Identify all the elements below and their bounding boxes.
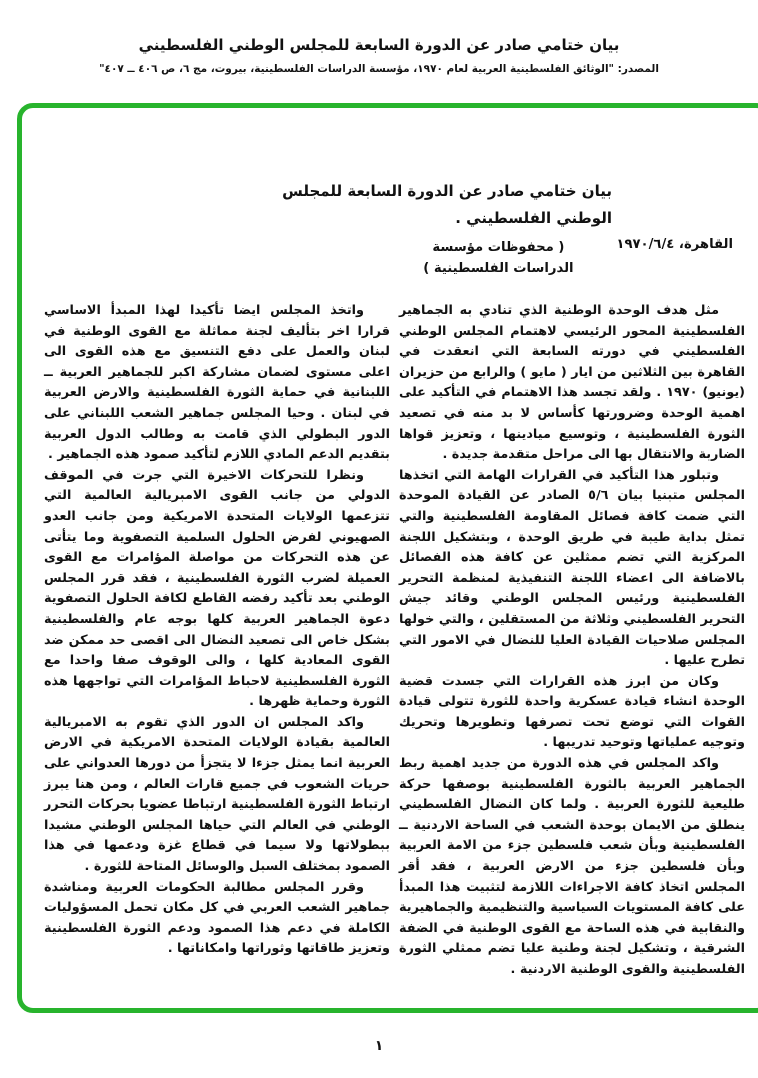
document-heading: بيان ختامي صادر عن الدورة السابعة للمجلس الوطني الفلسطيني . bbox=[282, 182, 612, 227]
body-columns bbox=[44, 301, 745, 981]
paragraph: ونظرا للتحركات الاخيرة التي جرت في الموقف الدولي من جانب القوى الامبريالية العالمية التي تتزعمها الولايات المتحدة الامريكية ومن جانب العدو الصهيوني لفرض الحلول السلمية التصفوية وما يتأتى عن هذه التحركات من مواصلة المؤامرات مع القوى العميلة لضرب الثورة الفلسطينية ، فقد قرر المجلس الوطني بعد تأكيد رفضه القاطع لكافة الحلول التصفوية دعوة الجماهير العربية كلها بوجه عام والفلسطينية بشكل خاص الى تصعيد النضال الى اقصى حد ممكن ضد القوى المعادية كلها ، والى الوقوف صفا واحدا مع الثورة الفلسطينية لاحباط المؤامرات التي تواجهها هذه الثورة وحماية ظهرها . bbox=[44, 467, 390, 710]
column-left bbox=[44, 301, 390, 981]
paragraph: وكان من ابرز هذه القرارات التي جسدت قضية الوحدة انشاء قيادة عسكرية واحدة للثورة تتولى قيادة القوات التي توضع تحت تصرفها وتطويرها وتحريك وتوجيه عملياتها وتوحيد تدريبها . bbox=[399, 673, 745, 751]
document-scan-frame bbox=[17, 103, 758, 1013]
page-title: بيان ختامي صادر عن الدورة السابعة للمجلس الوطني الفلسطيني bbox=[138, 36, 620, 54]
paragraph: واكد المجلس في هذه الدورة من جديد اهمية ربط الجماهير العربية بالثورة الفلسطينية بوصفها حركة طليعية للثورة العربية . ولما كان النضال الفلسطيني ينطلق من الايمان بوحدة الشعب في الساحة الاردنية ــ الفلسطينية وبأن شعب فلسطين جزء من الامة العربية وبأن فلسطين جزء من الارض العربية ، فقد أقر المجلس اتخاذ كافة الاجراءات اللازمة لتثبيت هذا المبدأ على كافة المستويات السياسية والتنظيمية والجماهيرية والنقابية في هذه الساحة مع القوى الوطنية في الضفة الشرقية ، وتشكيل لجنة وطنية عليا تضم ممثلي الثورة الفلسطينية والقوى الوطنية الاردنية . bbox=[399, 756, 745, 977]
page-number: ١ bbox=[374, 1038, 384, 1054]
paragraph: مثل هدف الوحدة الوطنية الذي تنادي به الجماهير الفلسطينية المحور الرئيسي لاهتمام المجلس الوطني الفلسطيني في دورته السابعة التي انعقدت في القاهرة بين الثلاثين من ايار ( مايو ) والرابع من حزيران (يونيو) ١٩٧٠ . ولقد تجسد هذا الاهتمام في التأكيد على اهمية الوحدة وضرورتها كأساس لا بد منه في تصعيد الثورة الفلسطينية ، وتوسيع ميادينها ، وتعزيز قواها الضاربة والانتقال بها الى مراحل متقدمة جديدة . bbox=[399, 303, 745, 463]
archive-note: ( محفوظات مؤسسة الدراسات الفلسطينية ) bbox=[423, 240, 574, 276]
column-right bbox=[399, 301, 745, 981]
paragraph: وتبلور هذا التأكيد في القرارات الهامة التي اتخذها المجلس متبنيا بيان ٥/٦ الصادر عن القيادة الموحدة التي ضمت كافة فصائل المقاومة الفلسطينية والتي تمثل بداية طيبة في طريق الوحدة ، وبتشكيل اللجنة المركزية التي تضم ممثلين عن كافة هذه الفصائل بالاضافة الى اعضاء اللجنة التنفيذية لمنظمة التحرير الفلسطينية ورئيس المجلس الوطني وقائد جيش التحرير الفلسطيني وثلاثة من المستقلين ، والتي خولها المجلس صلاحيات القيادة العليا للنضال في الامور التي تطرح عليها . bbox=[399, 467, 745, 669]
paragraph: واتخذ المجلس ايضا تأكيدا لهذا المبدأ الاساسي قرارا اخر بتأليف لجنة مماثلة مع القوى الوطنية في لبنان والعمل على دفع التنسيق مع هذه القوى الى اعلى مستوى لضمان مشاركة اكبر للجماهير العربية ــ اللبنانية في حماية الثورة الفلسطينية والارض العربية في لبنان . وحيا المجلس جماهير الشعب اللبناني على الدور البطولي الذي قامت به وطالب الدول العربية بتقديم الدعم المادي اللازم لتأكيد صمود هذه الجماهير . bbox=[44, 303, 390, 463]
source-citation: المصدر: "الوثائق الفلسطينية العربية لعام ١٩٧٠، مؤسسة الدراسات الفلسطينية، بيروت، مج ٦، ص ٤٠٦ ــ ٤٠٧" bbox=[99, 63, 659, 75]
paragraph: واكد المجلس ان الدور الذي تقوم به الامبريالية العالمية بقيادة الولايات المتحدة الامريكية في الارض العربية انما يمثل جزءا لا يتجزأ من دورها العدواني على حريات الشعوب في جميع قارات العالم ، ومن هنا يبرز ارتباط الثورة الفلسطينية ارتباطا عضويا بحركات التحرر الوطني في العالم التي حياها المجلس الوطني مشيدا ببطولاتها ولا سيما في قطاع غزة ودعمها في هذا الصمود بمختلف السبل والوسائل المتاحة للثورة . bbox=[44, 714, 390, 875]
paragraph: وقرر المجلس مطالبة الحكومات العربية ومناشدة جماهير الشعب العربي في كل مكان تحمل المسؤوليات الكاملة في دعم هذا الصمود ودعم الثورة الفلسطينية وتعزيز طاقاتها وثوراتها وامكاناتها . bbox=[44, 879, 390, 957]
dateline-row bbox=[44, 237, 745, 279]
dateline: القاهرة، ١٩٧٠/٦/٤ bbox=[616, 237, 733, 252]
